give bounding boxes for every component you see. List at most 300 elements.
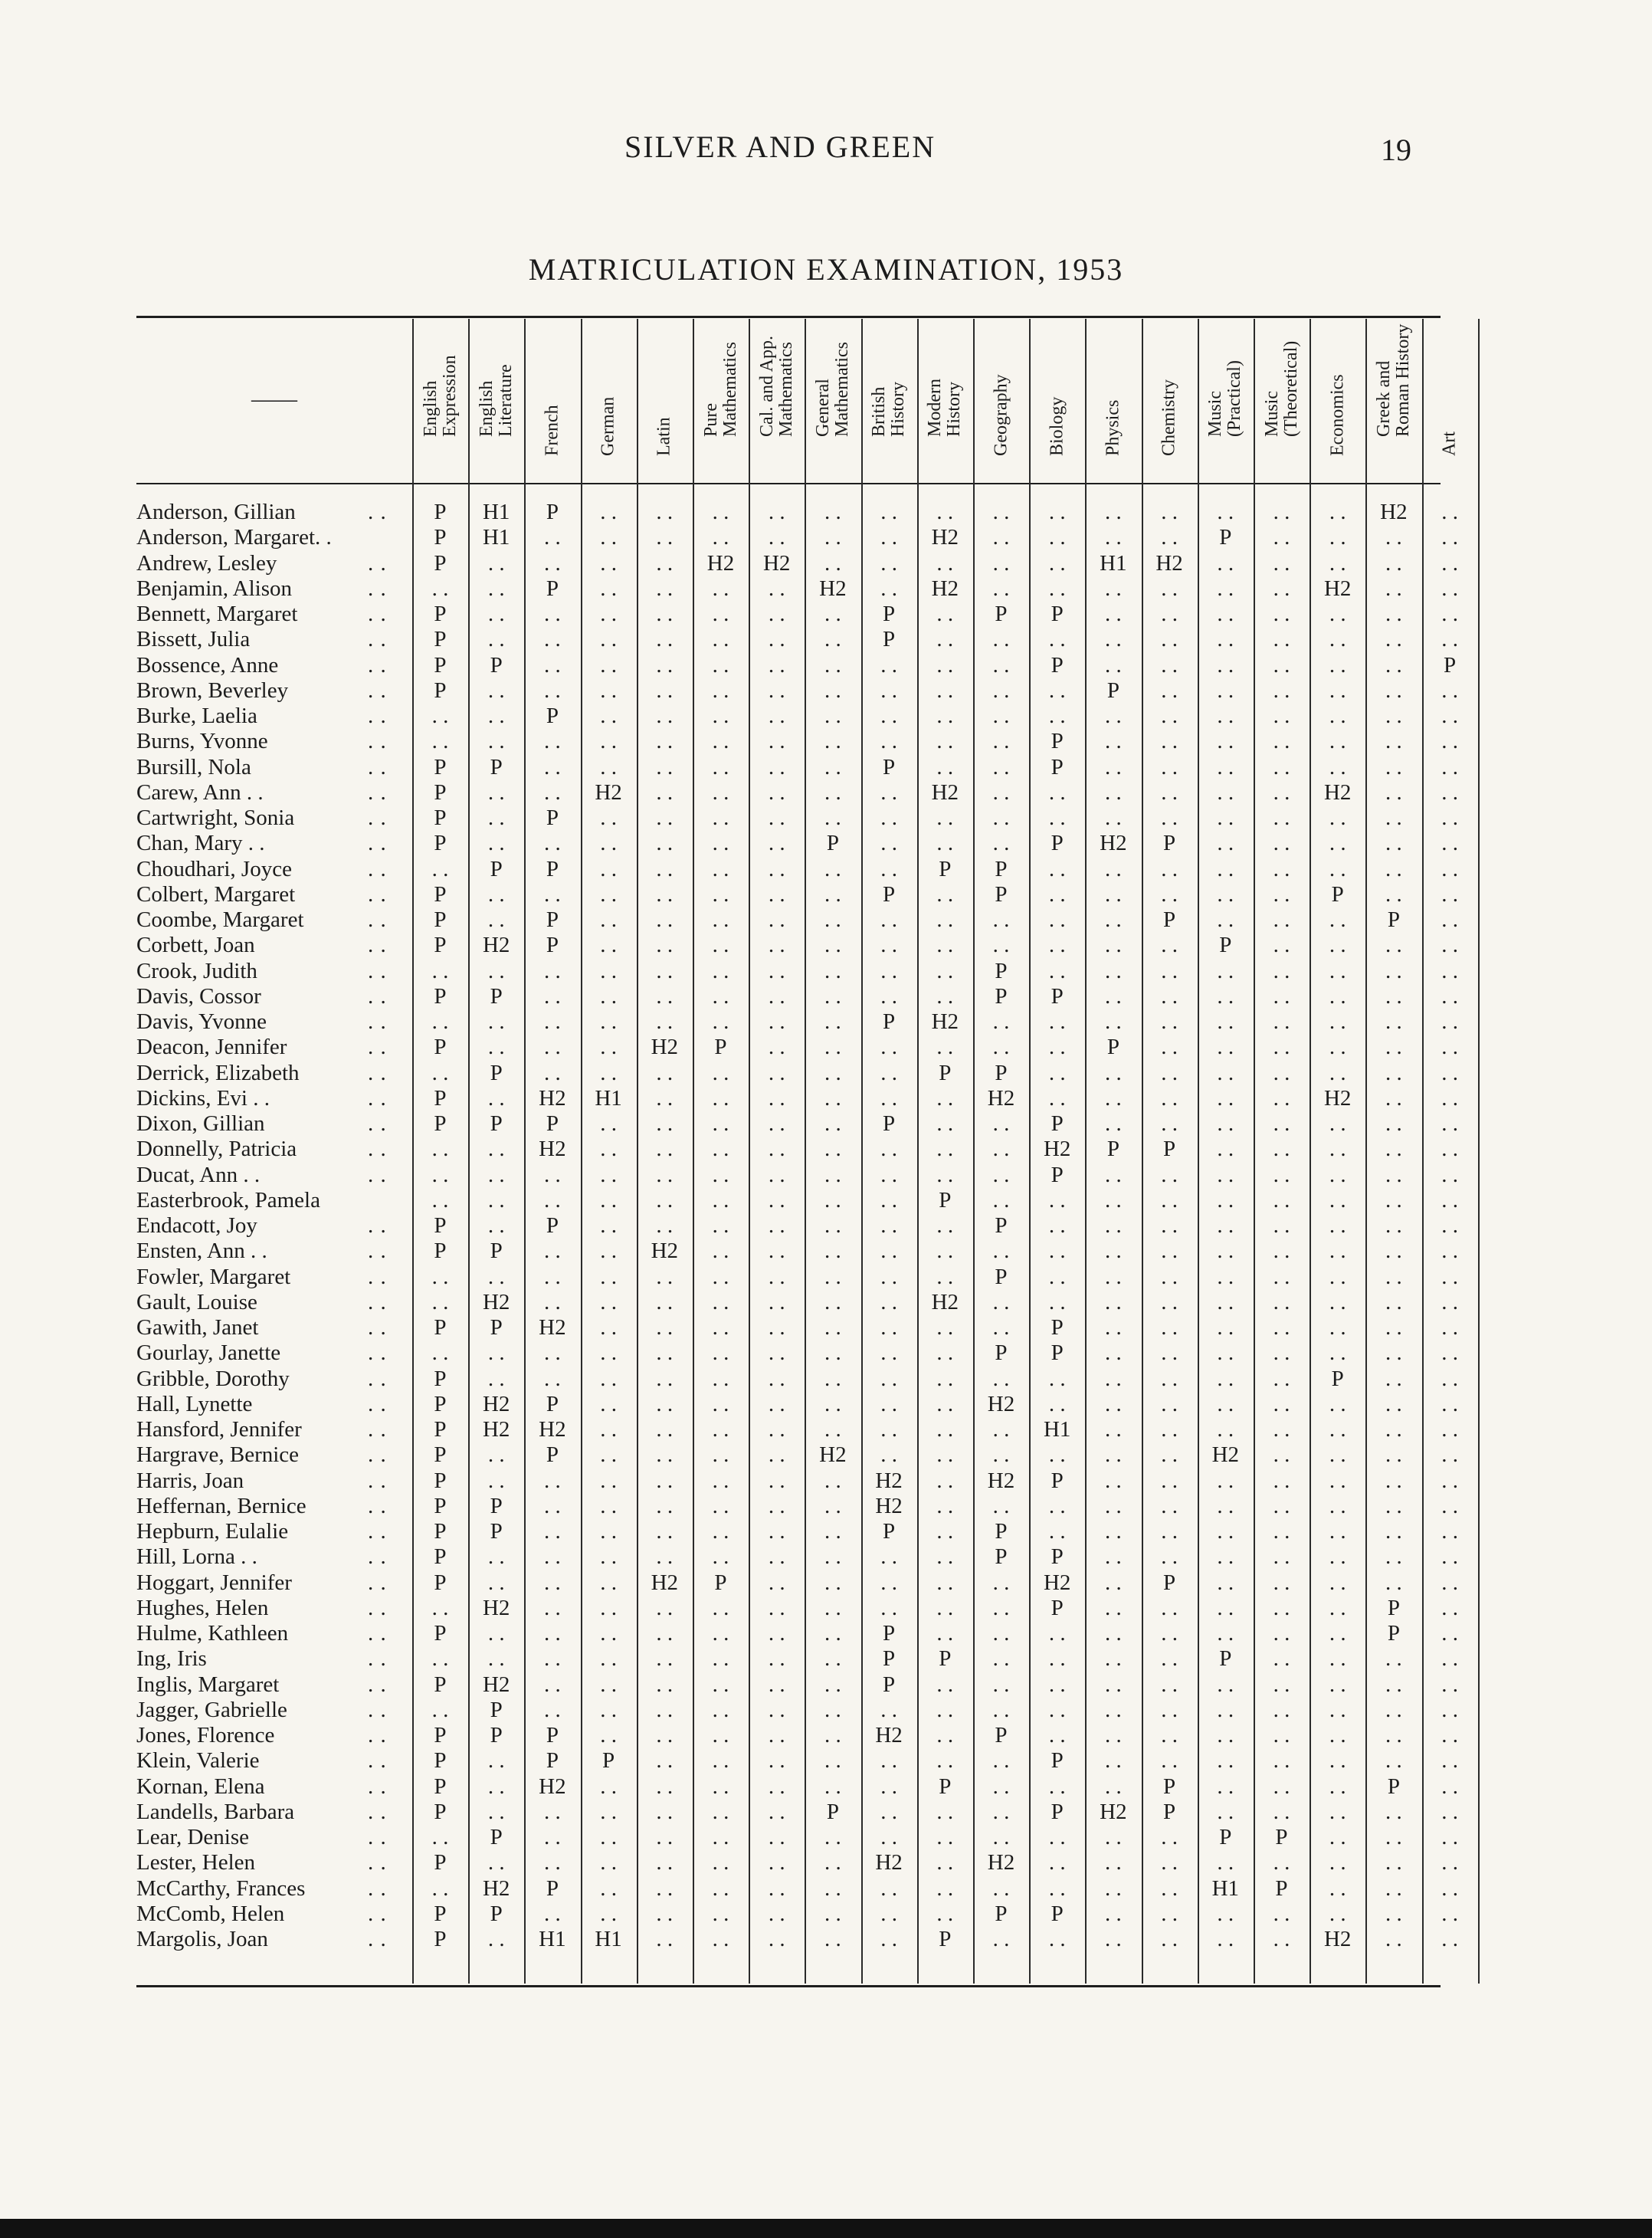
- empty-result: . .: [880, 1391, 897, 1416]
- empty-result: . .: [487, 1799, 505, 1824]
- empty-result: . .: [1273, 1799, 1290, 1824]
- empty-result: . .: [487, 1850, 505, 1875]
- empty-result: . .: [600, 933, 617, 958]
- result-grade: P: [995, 1519, 1008, 1544]
- empty-result: . .: [824, 983, 841, 1009]
- empty-result: . .: [544, 1187, 561, 1213]
- empty-result: . .: [1161, 1544, 1178, 1570]
- table-row: [136, 933, 1458, 958]
- empty-result: . .: [768, 500, 785, 524]
- student-name: Lear, Denise: [136, 1825, 249, 1849]
- empty-result: . .: [936, 1085, 954, 1111]
- empty-result: . .: [1161, 856, 1178, 881]
- empty-result: . .: [431, 1137, 449, 1162]
- empty-result: . .: [1441, 1035, 1458, 1060]
- empty-result: . .: [824, 1672, 841, 1697]
- table-row: [136, 1264, 1458, 1290]
- empty-result: . .: [1161, 1697, 1178, 1722]
- empty-result: . .: [1385, 1239, 1402, 1264]
- table-row: [136, 1366, 1458, 1392]
- empty-result: . .: [1385, 525, 1402, 550]
- column-header-label: English Expression: [420, 355, 460, 437]
- empty-result: . .: [712, 1672, 729, 1697]
- empty-result: . .: [544, 729, 561, 754]
- empty-result: . .: [936, 1468, 954, 1493]
- empty-result: . .: [880, 1264, 897, 1289]
- empty-result: . .: [768, 1239, 785, 1264]
- empty-result: . .: [768, 1162, 785, 1187]
- empty-result: . .: [1441, 1697, 1458, 1722]
- empty-result: . .: [880, 1901, 897, 1926]
- empty-result: . .: [600, 1239, 617, 1264]
- empty-result: . .: [768, 1341, 785, 1366]
- result-grade: P: [995, 1264, 1008, 1289]
- empty-result: . .: [1105, 1646, 1122, 1672]
- empty-result: . .: [1217, 983, 1234, 1009]
- empty-result: . .: [1048, 907, 1066, 932]
- result-grade: P: [1387, 1621, 1400, 1646]
- empty-result: . .: [1105, 1774, 1122, 1799]
- column-header: [917, 325, 973, 481]
- empty-result: . .: [1048, 806, 1066, 830]
- empty-result: . .: [600, 652, 617, 678]
- empty-result: . .: [600, 754, 617, 779]
- result-grade: P: [883, 602, 896, 626]
- table-row: [136, 1570, 1458, 1596]
- empty-result: . .: [1161, 1289, 1178, 1314]
- empty-result: . .: [1217, 1035, 1234, 1060]
- empty-result: . .: [1441, 627, 1458, 652]
- empty-result: . .: [768, 1417, 785, 1442]
- empty-result: . .: [768, 1187, 785, 1213]
- empty-result: . .: [431, 729, 449, 754]
- empty-result: . .: [936, 704, 954, 728]
- empty-result: . .: [1329, 1519, 1346, 1544]
- empty-result: . .: [992, 1621, 1010, 1646]
- empty-result: . .: [992, 1035, 1010, 1060]
- empty-result: . .: [1161, 1111, 1178, 1136]
- result-grade: P: [995, 602, 1008, 626]
- empty-result: . .: [768, 1085, 785, 1111]
- result-grade: P: [434, 1085, 447, 1111]
- result-grade: H2: [931, 576, 959, 601]
- empty-result: . .: [1329, 1697, 1346, 1722]
- empty-result: . .: [1217, 806, 1234, 830]
- result-grade: P: [490, 1493, 503, 1518]
- empty-result: . .: [1441, 1927, 1458, 1951]
- result-grade: P: [490, 1060, 503, 1085]
- table-row: [136, 1825, 1458, 1850]
- result-grade: P: [546, 1723, 559, 1747]
- empty-result: . .: [1217, 1162, 1234, 1187]
- empty-result: . .: [544, 1646, 561, 1672]
- empty-result: . .: [992, 1111, 1010, 1136]
- empty-result: . .: [936, 652, 954, 678]
- result-grade: P: [883, 1009, 896, 1034]
- column-header-label: German: [598, 396, 618, 456]
- empty-result: . .: [712, 1927, 729, 1951]
- result-grade: H2: [482, 1391, 510, 1416]
- empty-result: . .: [1273, 1289, 1290, 1314]
- empty-result: . .: [992, 1570, 1010, 1595]
- empty-result: . .: [600, 1850, 617, 1875]
- empty-result: . .: [712, 907, 729, 932]
- empty-result: . .: [544, 525, 561, 550]
- empty-result: . .: [936, 602, 954, 626]
- empty-result: . .: [600, 602, 617, 626]
- empty-result: . .: [1048, 1825, 1066, 1849]
- empty-result: . .: [880, 1060, 897, 1085]
- empty-result: . .: [1385, 1697, 1402, 1722]
- student-name: Fowler, Margaret: [136, 1264, 291, 1289]
- column-divider: [1478, 319, 1480, 1984]
- empty-result: . .: [880, 907, 897, 932]
- empty-result: . .: [656, 1137, 674, 1162]
- empty-result: . .: [1385, 1417, 1402, 1442]
- empty-result: . .: [1329, 1035, 1346, 1060]
- empty-result: . .: [1161, 1213, 1178, 1238]
- empty-result: . .: [1441, 1621, 1458, 1646]
- empty-result: . .: [712, 1264, 729, 1289]
- empty-result: . .: [656, 779, 674, 805]
- empty-result: . .: [431, 1875, 449, 1901]
- empty-result: . .: [1385, 1111, 1402, 1136]
- empty-result: . .: [1217, 1289, 1234, 1314]
- empty-result: . .: [1105, 933, 1122, 958]
- empty-result: . .: [1217, 1774, 1234, 1799]
- student-name: Hughes, Helen: [136, 1595, 269, 1620]
- empty-result: . .: [1385, 1875, 1402, 1901]
- empty-result: . .: [600, 627, 617, 652]
- student-name: Dickins, Evi . .: [136, 1085, 270, 1111]
- empty-result: . .: [1217, 1187, 1234, 1213]
- empty-result: . .: [824, 550, 841, 576]
- result-grade: H2: [482, 1875, 510, 1901]
- empty-result: . .: [880, 1366, 897, 1391]
- result-grade: P: [1163, 1570, 1176, 1595]
- empty-result: . .: [544, 678, 561, 703]
- empty-result: . .: [712, 1621, 729, 1646]
- empty-result: . .: [1048, 1239, 1066, 1264]
- table-row: [136, 729, 1458, 754]
- empty-result: . .: [712, 525, 729, 550]
- empty-result: . .: [824, 1341, 841, 1366]
- result-grade: P: [434, 1493, 447, 1518]
- empty-result: . .: [544, 602, 561, 626]
- empty-result: . .: [1273, 1646, 1290, 1672]
- result-grade: H2: [875, 1850, 903, 1875]
- empty-result: . .: [1217, 1672, 1234, 1697]
- result-grade: P: [434, 779, 447, 805]
- result-grade: H2: [875, 1468, 903, 1493]
- empty-result: . .: [1105, 627, 1122, 652]
- empty-result: . .: [880, 729, 897, 754]
- result-grade: P: [1051, 983, 1064, 1009]
- result-grade: H2: [651, 1570, 679, 1595]
- empty-result: . .: [656, 958, 674, 983]
- empty-result: . .: [1217, 627, 1234, 652]
- empty-result: . .: [487, 1927, 505, 1951]
- empty-result: . .: [1217, 1570, 1234, 1595]
- empty-result: . .: [1329, 1009, 1346, 1034]
- result-grade: P: [434, 907, 447, 932]
- result-grade: P: [1331, 881, 1344, 907]
- empty-result: . .: [544, 1621, 561, 1646]
- empty-result: . .: [1217, 1850, 1234, 1875]
- result-grade: P: [490, 1519, 503, 1544]
- empty-result: . .: [1161, 1748, 1178, 1774]
- empty-result: . .: [1441, 1060, 1458, 1085]
- result-grade: P: [1051, 1341, 1064, 1366]
- empty-result: . .: [487, 602, 505, 626]
- empty-result: . .: [1217, 550, 1234, 576]
- leader-dots: . .: [368, 1060, 387, 1085]
- empty-result: . .: [880, 958, 897, 983]
- student-name: Coombe, Margaret: [136, 907, 304, 932]
- student-name: Harris, Joan: [136, 1468, 244, 1493]
- empty-result: . .: [1048, 856, 1066, 881]
- empty-result: . .: [1329, 856, 1346, 881]
- empty-result: . .: [1329, 1723, 1346, 1747]
- empty-result: . .: [1161, 1723, 1178, 1747]
- table-row: [136, 1162, 1458, 1188]
- leader-dots: . .: [368, 1875, 387, 1901]
- student-name: Gawith, Janet: [136, 1315, 259, 1340]
- empty-result: . .: [768, 831, 785, 856]
- result-grade: H2: [931, 1289, 959, 1314]
- empty-result: . .: [1385, 881, 1402, 907]
- empty-result: . .: [712, 1774, 729, 1799]
- empty-result: . .: [544, 1595, 561, 1620]
- empty-result: . .: [992, 500, 1010, 524]
- table-row: [136, 1799, 1458, 1825]
- empty-result: . .: [1273, 602, 1290, 626]
- empty-result: . .: [544, 627, 561, 652]
- result-grade: P: [546, 1213, 559, 1238]
- empty-result: . .: [768, 1774, 785, 1799]
- empty-result: . .: [656, 602, 674, 626]
- column-header-label: Pure Mathematics: [700, 342, 740, 437]
- result-grade: P: [995, 1213, 1008, 1238]
- empty-result: . .: [656, 1009, 674, 1034]
- result-grade: P: [434, 1366, 447, 1391]
- result-grade: P: [1051, 652, 1064, 678]
- table-title: MATRICULATION EXAMINATION, 1953: [528, 252, 1124, 287]
- result-grade: P: [1219, 1825, 1232, 1849]
- empty-result: . .: [1385, 754, 1402, 779]
- student-name: Hansford, Jennifer: [136, 1417, 302, 1442]
- empty-result: . .: [1329, 652, 1346, 678]
- result-grade: P: [490, 1315, 503, 1340]
- empty-result: . .: [1217, 1697, 1234, 1722]
- empty-result: . .: [656, 1672, 674, 1697]
- empty-result: . .: [1385, 806, 1402, 830]
- empty-result: . .: [1161, 678, 1178, 703]
- empty-result: . .: [656, 1875, 674, 1901]
- student-name: Dixon, Gillian: [136, 1111, 265, 1136]
- empty-result: . .: [1385, 1825, 1402, 1849]
- empty-result: . .: [600, 1468, 617, 1493]
- empty-result: . .: [1048, 1850, 1066, 1875]
- column-header-label: Music (Theoretical): [1261, 340, 1301, 437]
- empty-result: . .: [1161, 1621, 1178, 1646]
- empty-result: . .: [656, 856, 674, 881]
- empty-result: . .: [880, 576, 897, 601]
- empty-result: . .: [1385, 1085, 1402, 1111]
- empty-result: . .: [1048, 1697, 1066, 1722]
- result-grade: P: [995, 983, 1008, 1009]
- empty-result: . .: [1105, 983, 1122, 1009]
- empty-result: . .: [824, 602, 841, 626]
- empty-result: . .: [768, 525, 785, 550]
- empty-result: . .: [1385, 1646, 1402, 1672]
- leader-dots: . .: [368, 1391, 387, 1416]
- empty-result: . .: [1048, 1213, 1066, 1238]
- empty-result: . .: [768, 933, 785, 958]
- empty-result: . .: [824, 1366, 841, 1391]
- result-grade: P: [714, 1035, 727, 1060]
- result-grade: P: [1163, 831, 1176, 856]
- empty-result: . .: [1217, 754, 1234, 779]
- empty-result: . .: [824, 1493, 841, 1518]
- result-grade: P: [995, 1723, 1008, 1747]
- empty-result: . .: [880, 678, 897, 703]
- empty-result: . .: [880, 933, 897, 958]
- empty-result: . .: [1161, 1646, 1178, 1672]
- column-header-label: Latin: [654, 417, 674, 456]
- result-grade: H2: [539, 1137, 566, 1162]
- empty-result: . .: [431, 1341, 449, 1366]
- result-grade: H2: [1155, 550, 1183, 576]
- table-row: [136, 652, 1457, 678]
- leader-dots: . .: [368, 1901, 387, 1926]
- empty-result: . .: [880, 1341, 897, 1366]
- column-header-label: Greek and Roman History: [1373, 323, 1413, 437]
- empty-result: . .: [1441, 1901, 1458, 1926]
- empty-result: . .: [1161, 881, 1178, 907]
- column-header-label: Biology: [1047, 396, 1067, 456]
- empty-result: . .: [1217, 1927, 1234, 1951]
- result-grade: P: [883, 881, 896, 907]
- empty-result: . .: [768, 1646, 785, 1672]
- empty-result: . .: [1217, 704, 1234, 728]
- empty-result: . .: [487, 1570, 505, 1595]
- table-row: [136, 576, 1458, 602]
- empty-result: . .: [1161, 525, 1178, 550]
- empty-result: . .: [824, 881, 841, 907]
- result-grade: H2: [482, 1672, 510, 1697]
- empty-result: . .: [712, 1009, 729, 1034]
- result-grade: P: [939, 1060, 952, 1085]
- empty-result: . .: [768, 627, 785, 652]
- student-name: Ducat, Ann . .: [136, 1162, 261, 1187]
- empty-result: . .: [1105, 958, 1122, 983]
- result-grade: P: [1387, 907, 1400, 932]
- student-name: Donnelly, Patricia: [136, 1137, 297, 1162]
- empty-result: . .: [992, 1825, 1010, 1849]
- empty-result: . .: [1273, 1927, 1290, 1951]
- table-row: [136, 1672, 1458, 1698]
- empty-result: . .: [1161, 1825, 1178, 1849]
- empty-result: . .: [1385, 729, 1402, 754]
- empty-result: . .: [544, 881, 561, 907]
- result-grade: P: [1163, 1799, 1176, 1824]
- empty-result: . .: [1217, 1111, 1234, 1136]
- leader-dots: . .: [368, 602, 387, 626]
- result-grade: P: [546, 576, 559, 601]
- empty-result: . .: [992, 806, 1010, 830]
- empty-result: . .: [1048, 958, 1066, 983]
- column-header-label: French: [542, 405, 562, 456]
- empty-result: . .: [1161, 933, 1178, 958]
- empty-result: . .: [992, 1366, 1010, 1391]
- result-grade: H2: [987, 1850, 1015, 1875]
- empty-result: . .: [1385, 779, 1402, 805]
- empty-result: . .: [600, 1621, 617, 1646]
- empty-result: . .: [1273, 1723, 1290, 1747]
- result-grade: H1: [595, 1927, 622, 1951]
- leader-dots: . .: [368, 1239, 387, 1264]
- empty-result: . .: [656, 1544, 674, 1570]
- empty-result: . .: [768, 1315, 785, 1340]
- result-grade: P: [826, 831, 839, 856]
- result-grade: H2: [931, 1009, 959, 1034]
- empty-result: . .: [656, 1697, 674, 1722]
- empty-result: . .: [1273, 806, 1290, 830]
- result-grade: P: [1163, 1137, 1176, 1162]
- empty-result: . .: [487, 1366, 505, 1391]
- empty-result: . .: [1385, 856, 1402, 881]
- empty-result: . .: [1273, 1901, 1290, 1926]
- empty-result: . .: [1105, 1570, 1122, 1595]
- leader-dots: . .: [368, 1366, 387, 1391]
- empty-result: . .: [600, 1111, 617, 1136]
- empty-result: . .: [1048, 1493, 1066, 1518]
- empty-result: . .: [1329, 1391, 1346, 1416]
- empty-result: . .: [1441, 1239, 1458, 1264]
- empty-result: . .: [880, 779, 897, 805]
- student-name: McComb, Helen: [136, 1901, 285, 1926]
- empty-result: . .: [1048, 1187, 1066, 1213]
- table-row: [136, 500, 1458, 525]
- empty-result: . .: [768, 1927, 785, 1951]
- empty-result: . .: [544, 1009, 561, 1034]
- column-header: [468, 325, 524, 481]
- student-name: Hill, Lorna . .: [136, 1544, 257, 1570]
- result-grade: P: [546, 1442, 559, 1468]
- result-grade: H2: [875, 1493, 903, 1518]
- result-grade: P: [714, 1570, 727, 1595]
- result-grade: P: [995, 1544, 1008, 1570]
- table-row: [136, 1442, 1458, 1468]
- empty-result: . .: [1441, 1723, 1458, 1747]
- empty-result: . .: [1273, 1570, 1290, 1595]
- empty-result: . .: [992, 1799, 1010, 1824]
- empty-result: . .: [1217, 1723, 1234, 1747]
- result-grade: H1: [482, 500, 510, 524]
- result-grade: H2: [1211, 1442, 1240, 1468]
- leader-dots: . .: [368, 1774, 387, 1799]
- result-grade: P: [1219, 525, 1232, 550]
- result-grade: H1: [482, 525, 510, 550]
- empty-result: . .: [1441, 1009, 1458, 1034]
- empty-result: . .: [1385, 704, 1402, 728]
- result-grade: P: [490, 652, 503, 678]
- table-row: [136, 881, 1458, 907]
- empty-result: . .: [1385, 1442, 1402, 1468]
- empty-result: . .: [431, 1825, 449, 1849]
- student-name: Lester, Helen: [136, 1850, 256, 1875]
